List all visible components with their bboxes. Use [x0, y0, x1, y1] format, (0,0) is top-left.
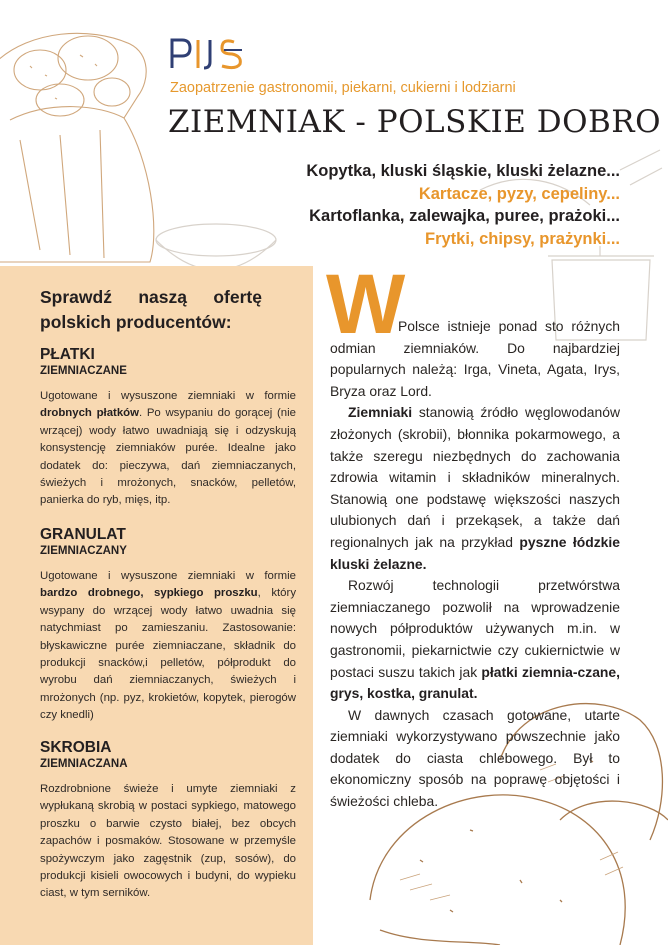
article-body	[330, 316, 620, 813]
dishes-line-1: Kopytka, kluski śląskie, kluski żelazne...	[306, 162, 620, 180]
offer-heading-line-2: polskich producentów:	[40, 312, 232, 332]
article-paragraph-2: Ziemniaki stanowią źródło węglowodanów złożonych (skrobii), błonnika pokarmowego, a także szeregu niezbędnych do zachowania zdrowia witamin i składników mineralnych. Stanowią one podstawę większości naszych ulubionych dań i przekąsek, a także dań regionalnych jak na przykład pyszne łódzkie kluski żelazne.	[330, 404, 620, 572]
pijs-logo	[170, 36, 250, 70]
page-title: ZIEMNIAK - POLSKIE DOBRO	[168, 104, 662, 140]
dishes-line-3: Kartoflanka, zalewajka, puree, prażoki...	[309, 207, 620, 225]
article-paragraph-1: Polsce istnieje ponad sto różnych odmian ziemniaków. Do najbardziej popularnych należą: Irga, Vineta, Agata, Irys, Bryza oraz Lord.	[330, 318, 620, 399]
dishes-line-2: Kartacze, pyzy, cepeliny...	[418, 184, 620, 203]
product-subname: ZIEMNIACZANA	[40, 758, 128, 770]
product-description: Rozdrobnione świeże i umyte ziemniaki z wypłukaną skrobią w postaci sypkiego, matowego proszku o barwie czysto białej, bez obcych zapachów i posmaków. Stosowane w przemyśle spożywczym jako zagęstnik (zup, sosów), do produkcji kisieli owocowych i budyni, do wypieku ciast, w tym serników.	[40, 783, 296, 900]
offer-heading-line-1: Sprawdź naszą ofertę	[40, 287, 262, 307]
article-paragraph-4: W dawnych czasach gotowane, utarte ziemniaki wykorzystywano powszechnie jako dodatek do ciasta chlebowego. Był to ekonomiczny sposób na poprawę objętości i świeżości chleba.	[330, 706, 620, 810]
dishes-line-4: Frytki, chipsy, prażynki...	[424, 229, 620, 248]
product-skrobia	[40, 738, 296, 903]
product-description: Ugotowane i wysuszone ziemniaki w formie drobnych płatków. Po wsypaniu do gorącej (nie wrzącej) wody łatwo uwadniają się i odzyskują konsystencję ziemniaków purée. Idealne jako dodatek do: pieczywa, dań ziemniaczanych, świeżych i mrożonych, snacków, pelletów, panierka do ryb, mięs, itp.	[40, 390, 296, 507]
product-platki	[40, 345, 296, 510]
product-name: SKROBIA	[40, 739, 112, 756]
tagline: Zaopatrzenie gastronomii, piekarni, cukierni i lodziarni	[170, 80, 516, 96]
product-subname: ZIEMNIACZANE	[40, 365, 127, 377]
product-name: GRANULAT	[40, 526, 126, 543]
dishes-list	[306, 160, 620, 250]
product-subname: ZIEMNIACZANY	[40, 545, 127, 557]
article-paragraph-3: Rozwój technologii przetwórstwa ziemniaczanego pozwolił na wprowadzenie nowych półproduktów używanych m.in. w gastronomii, piekarnictwie czy cukiernictwie w postaci suszu takich jak płatki ziemnia-czane, grys, kostka, granulat.	[330, 577, 620, 702]
product-description: Ugotowane i wysuszone ziemniaki w formie bardzo drobnego, sypkiego proszku, który wsypany do wrzącej wody łatwo uwadnia się natychmiast po zamieszaniu. Zastosowanie: błyskawiczne purée ziemniaczane, składnik do produkcji snacków,i pelletów, półprodukt do wyrobu dań ziemniaczanych, świeżych i mrożonych (np. pyz, krokietów, kopytek, pierogów czy knedli)	[40, 570, 297, 722]
drop-cap: W	[326, 257, 406, 351]
product-granulat	[40, 525, 296, 725]
product-name: PŁATKI	[40, 346, 95, 363]
potato-sack-sketch	[0, 33, 154, 262]
offer-heading	[40, 285, 270, 335]
